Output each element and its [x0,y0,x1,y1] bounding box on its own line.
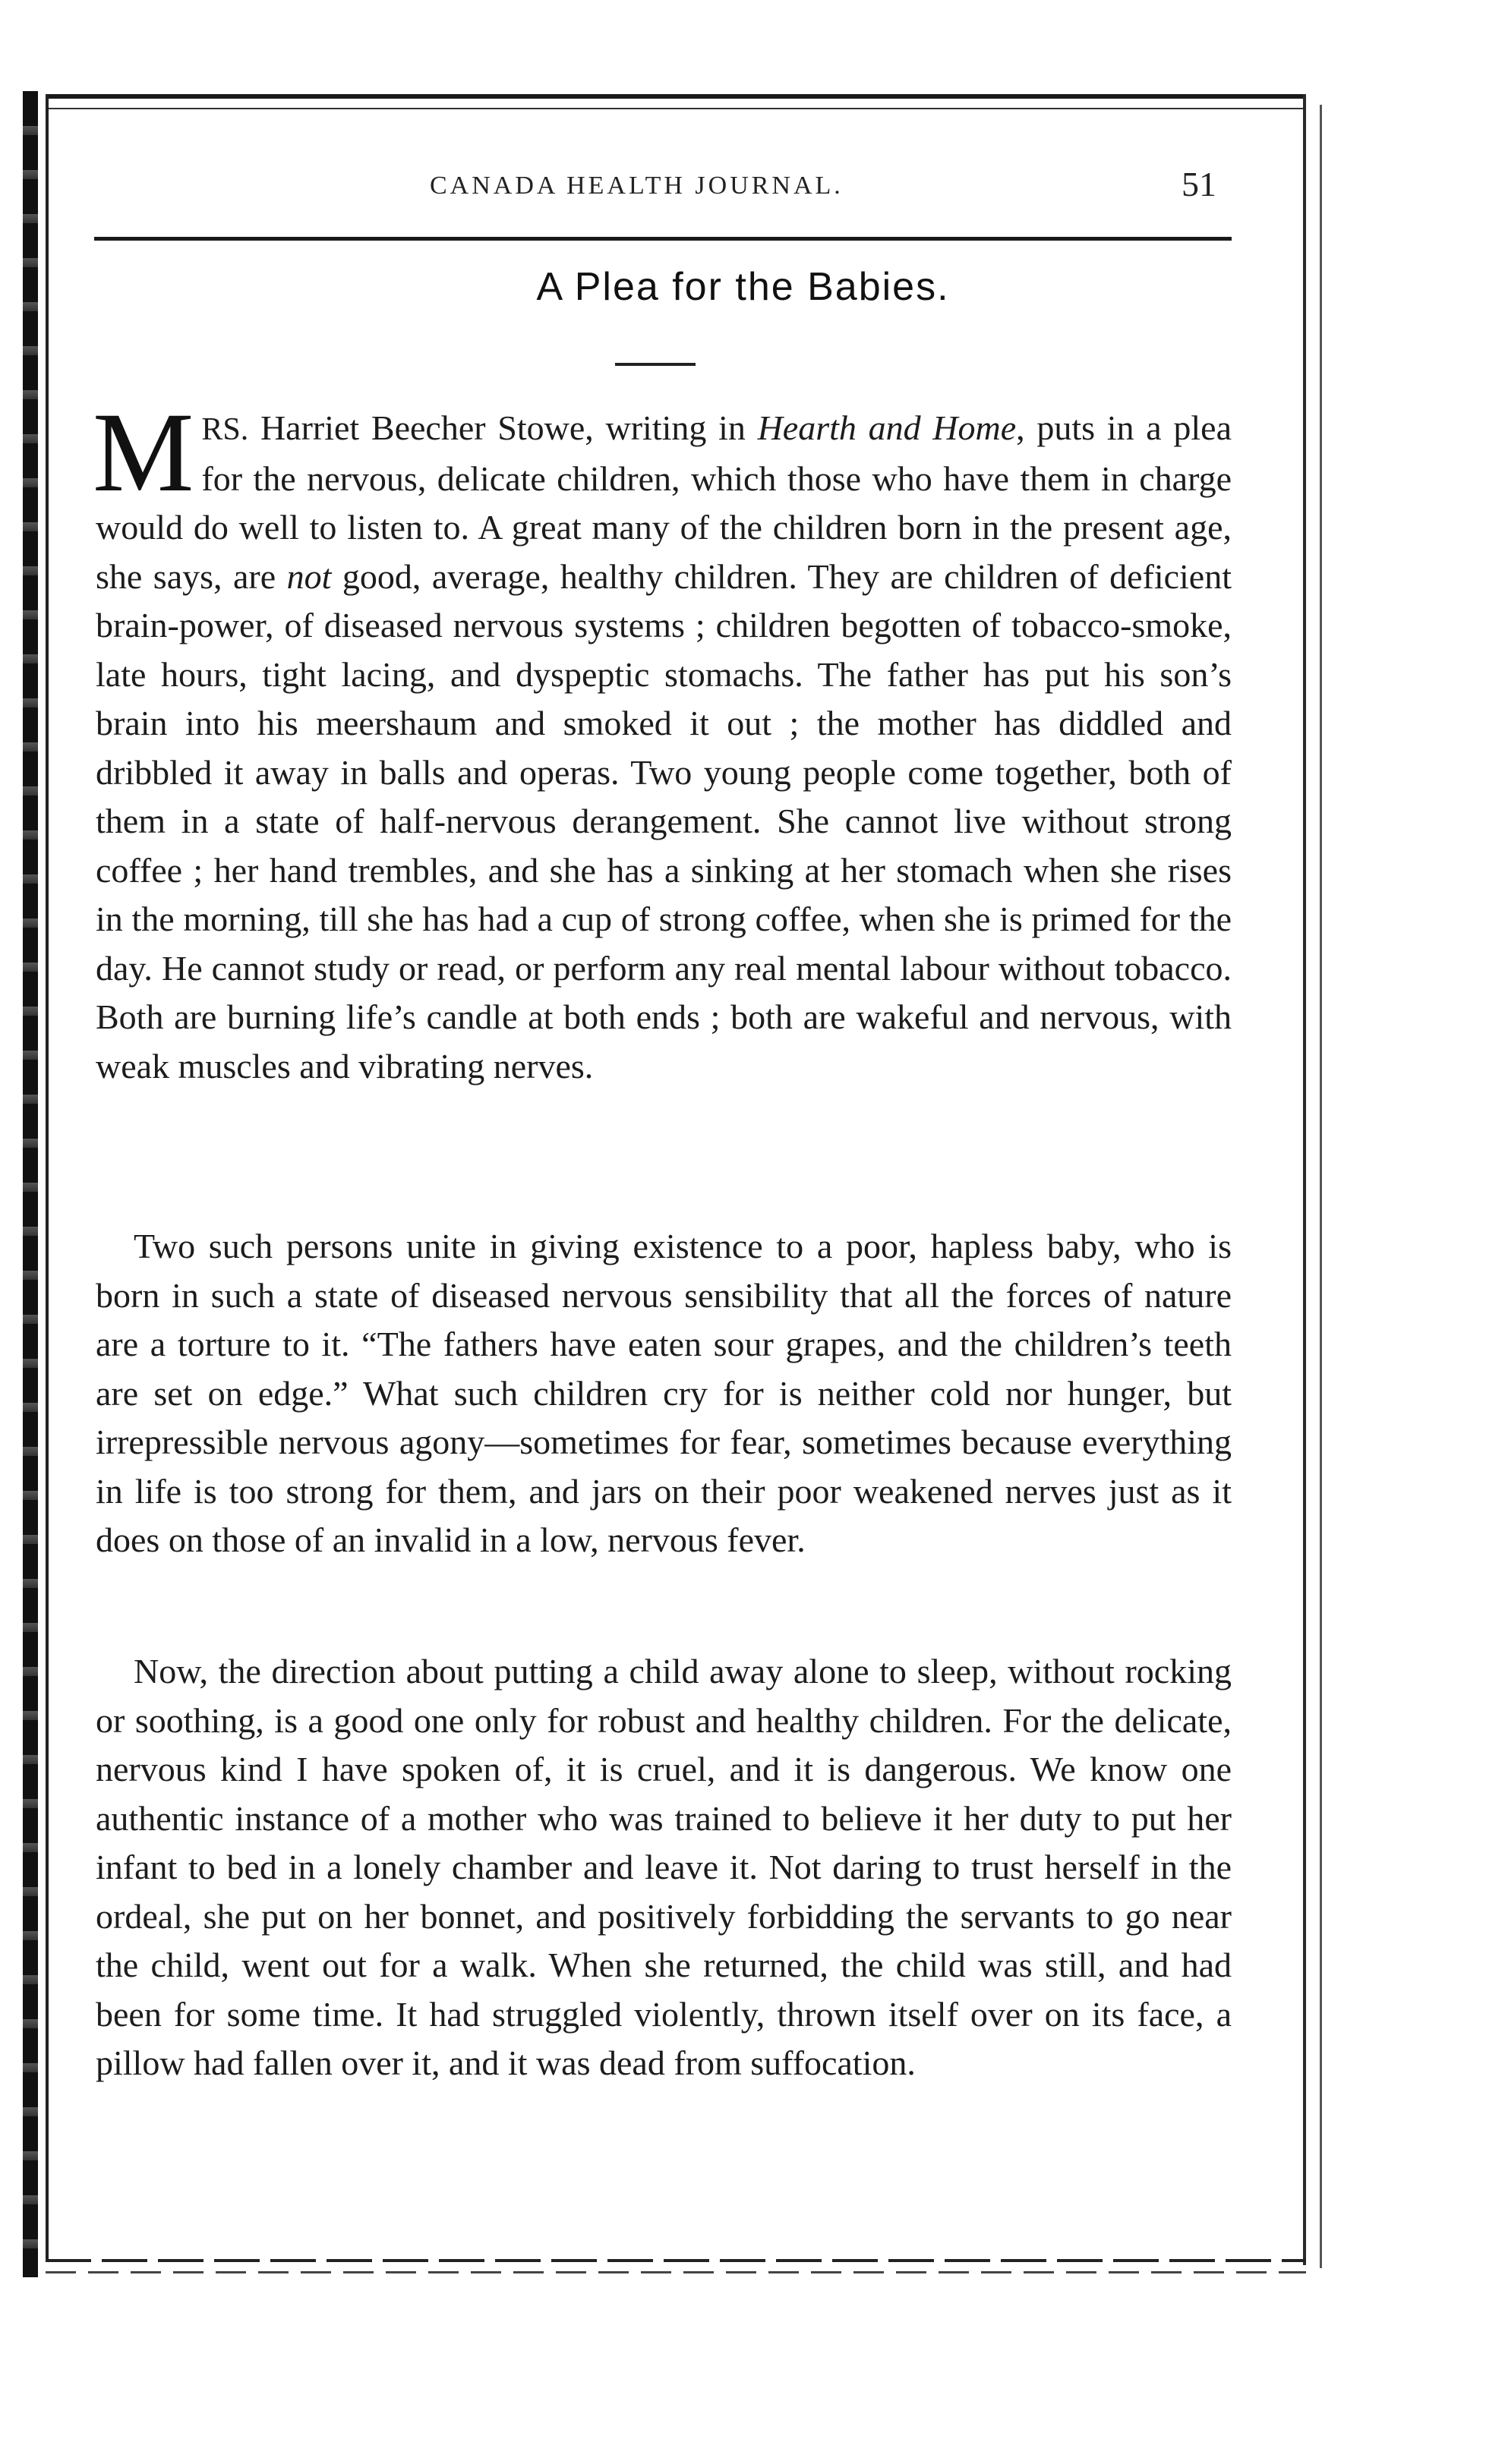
paragraph-3: Now, the direction about putting a child away alone to sleep, without rocking or soothing, is a good one only for robust and healthy children. For the delicate, nervous kind I have spoken of, it is cruel, and it is dangerous. We know one authentic instance of a mother who was trained to believe it her duty to put her infant to bed in a lonely chamber and leave it. Not daring to trust herself in the ordeal, she put on her bonnet, and positively forbidding the servants to go near the child, went out for a walk. When she returned, the child was still, and had been for some time. It had struggled violently, thrown itself over on its face, a pillow had fallen over it, and it was dead from suffocation. [96,1652,1232,2082]
title-rule [615,363,696,366]
frame-border-top-inner [46,108,1306,109]
paragraph-2: Two such persons unite in giving existence to a poor, hapless baby, who is born in such a state of diseased nervous sensibility that all the forces of nature are a torture to it. “The fathers have eaten sour grapes, and the children’s teeth are set on edge.” What such children cry for is neither cold nor hunger, but irrepressible nervous agony—sometimes for fear, sometimes because everything in life is too strong for them, and jars on their poor weakened nerves just as it does on those of an invalid in a low, nervous fever. [96,1227,1232,1559]
frame-border-left [46,94,49,2262]
frame-border-top [46,94,1306,99]
emphasis-not: not [286,556,332,596]
lead-caps: RS. [201,412,249,447]
frame-border-right-outer [1320,105,1322,2268]
frame-border-bottom-outer [46,2271,1306,2273]
paragraph-1-text-b: , puts in a plea for the nervous, delicate children, which those who have them in charge would do well to listen to. A great many of the children born in the present age, she says, are [96,408,1232,596]
paragraph-1-text-a: Harriet Beecher Stowe, writing in [248,408,758,447]
frame-border-bottom [46,2259,1306,2262]
frame-border-right [1303,94,1306,2265]
binding-edge [23,91,38,2277]
article-title: A Plea for the Babies. [536,265,950,309]
paragraph-1-text-c: good, average, healthy children. They are children of deficient brain-power, of diseased nervous systems ; children begotten of tobacco-smoke, late hours, tight lacing, and dyspeptic stomachs. The father has put his son’s brain into his meershaum and smoked it out ; the mother has diddled and dribbled it away in balls and operas. Two young people come together, both of them in a state of half-nervous derangement. She cannot live without strong coffee ; her hand trembles, and she has a sinking at her stomach when she rises in the morning, till she has had a cup of strong coffee, when she is primed for the day. He cannot study or read, or perform any real mental labour without tobacco. Both are burning life’s candle at both ends ; both are wakeful and nervous, with weak muscles and vibrating nerves. [96,556,1232,1085]
page-number: 51 [1182,165,1216,203]
paragraph-1 [93,389,1232,1091]
header-rule [94,237,1232,241]
publication-title: Hearth and Home [757,408,1017,447]
running-head: CANADA HEALTH JOURNAL. [430,172,844,200]
drop-cap: M [93,389,194,515]
